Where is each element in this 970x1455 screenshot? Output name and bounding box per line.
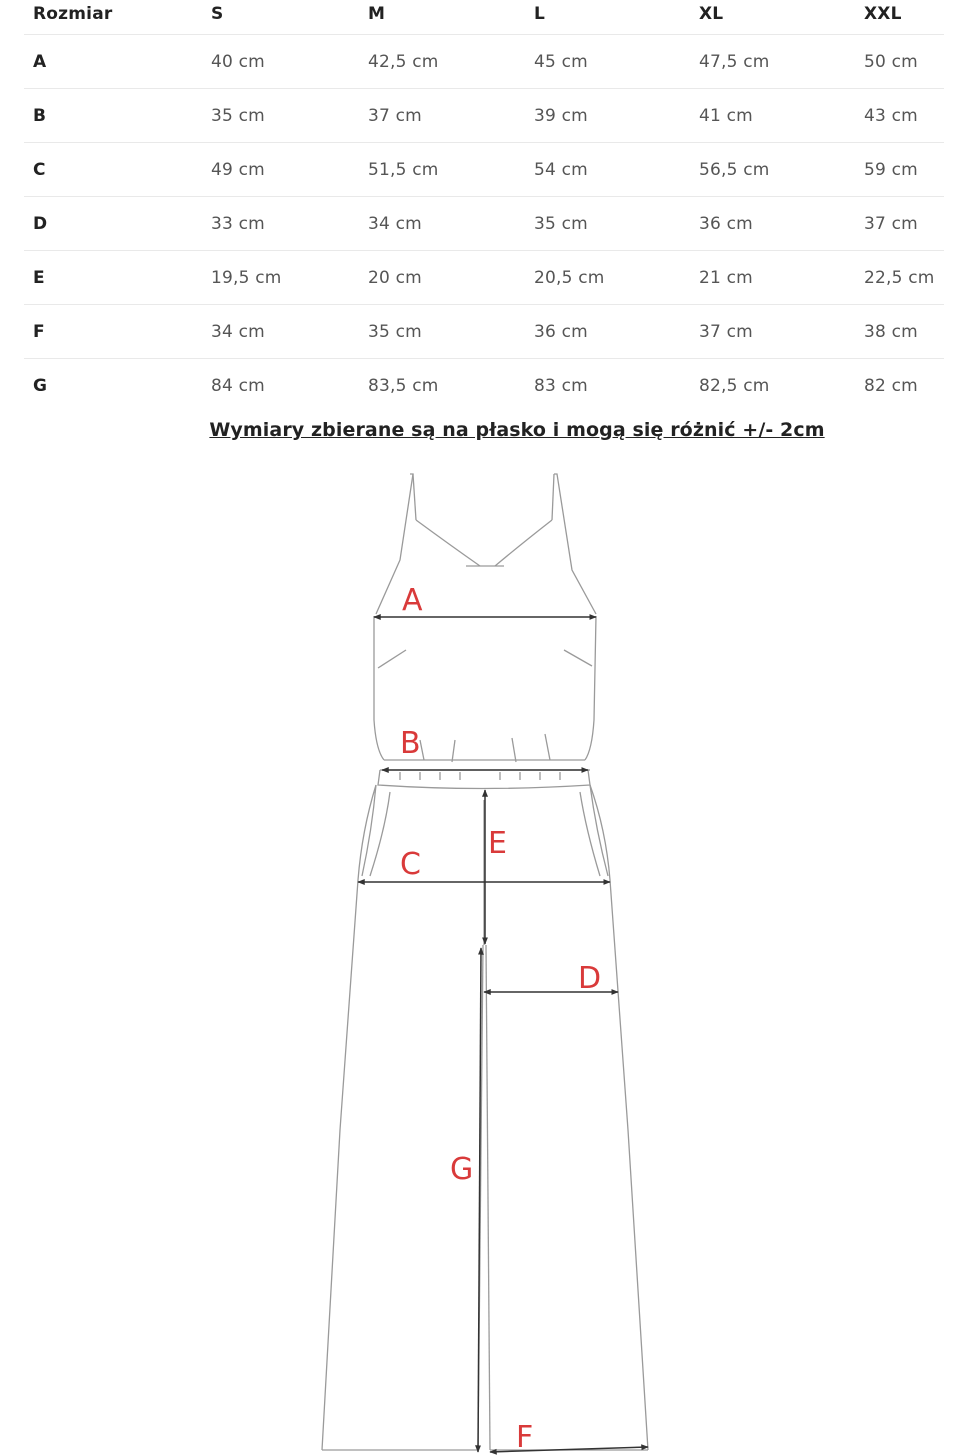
table-cell: 38 cm	[864, 321, 918, 342]
label-d: D	[578, 961, 602, 996]
label-c: C	[400, 847, 421, 882]
header-cell-xxl: XXL	[864, 3, 902, 24]
row-label: G	[33, 375, 48, 396]
top-outline	[374, 474, 596, 762]
table-cell: 84 cm	[211, 375, 265, 396]
table-cell: 34 cm	[211, 321, 265, 342]
label-b: B	[400, 726, 421, 761]
table-cell: 82,5 cm	[699, 375, 770, 396]
table-cell: 83,5 cm	[368, 375, 439, 396]
row-label: E	[33, 267, 45, 288]
label-g: G	[450, 1152, 474, 1187]
measurement-note: Wymiary zbierane są na płasko i mogą się różnić +/- 2cm	[209, 419, 825, 441]
table-cell: 37 cm	[699, 321, 753, 342]
table-cell: 45 cm	[534, 51, 588, 72]
header-cell-xl: XL	[699, 3, 724, 24]
row-label: A	[33, 51, 47, 72]
table-cell: 36 cm	[534, 321, 588, 342]
row-label: F	[33, 321, 45, 342]
label-e: E	[488, 826, 507, 861]
table-cell: 33 cm	[211, 213, 265, 234]
table-cell: 51,5 cm	[368, 159, 439, 180]
table-cell: 21 cm	[699, 267, 753, 288]
table-cell: 35 cm	[534, 213, 588, 234]
table-cell: 20 cm	[368, 267, 422, 288]
row-label: B	[33, 105, 47, 126]
table-cell: 36 cm	[699, 213, 753, 234]
table-cell: 19,5 cm	[211, 267, 282, 288]
table-cell: 83 cm	[534, 375, 588, 396]
header-cell-s: S	[211, 3, 224, 24]
table-cell: 35 cm	[211, 105, 265, 126]
table-cell: 47,5 cm	[699, 51, 770, 72]
table-cell: 50 cm	[864, 51, 918, 72]
table-cell: 37 cm	[864, 213, 918, 234]
table-cell: 20,5 cm	[534, 267, 605, 288]
header-cell-m: M	[368, 3, 386, 24]
row-label: C	[33, 159, 46, 180]
row-label: D	[33, 213, 48, 234]
header-cell-l: L	[534, 3, 546, 24]
table-cell: 35 cm	[368, 321, 422, 342]
table-cell: 41 cm	[699, 105, 753, 126]
label-a: A	[402, 583, 423, 618]
table-cell: 56,5 cm	[699, 159, 770, 180]
table-cell: 42,5 cm	[368, 51, 439, 72]
table-cell: 54 cm	[534, 159, 588, 180]
header-cell-size: Rozmiar	[33, 3, 113, 24]
table-cell: 37 cm	[368, 105, 422, 126]
table-cell: 40 cm	[211, 51, 265, 72]
table-cell: 59 cm	[864, 159, 918, 180]
table-cell: 39 cm	[534, 105, 588, 126]
table-cell: 43 cm	[864, 105, 918, 126]
table-cell: 34 cm	[368, 213, 422, 234]
table-cell: 22,5 cm	[864, 267, 935, 288]
label-f: F	[516, 1420, 534, 1455]
table-cell: 49 cm	[211, 159, 265, 180]
table-cell: 82 cm	[864, 375, 918, 396]
